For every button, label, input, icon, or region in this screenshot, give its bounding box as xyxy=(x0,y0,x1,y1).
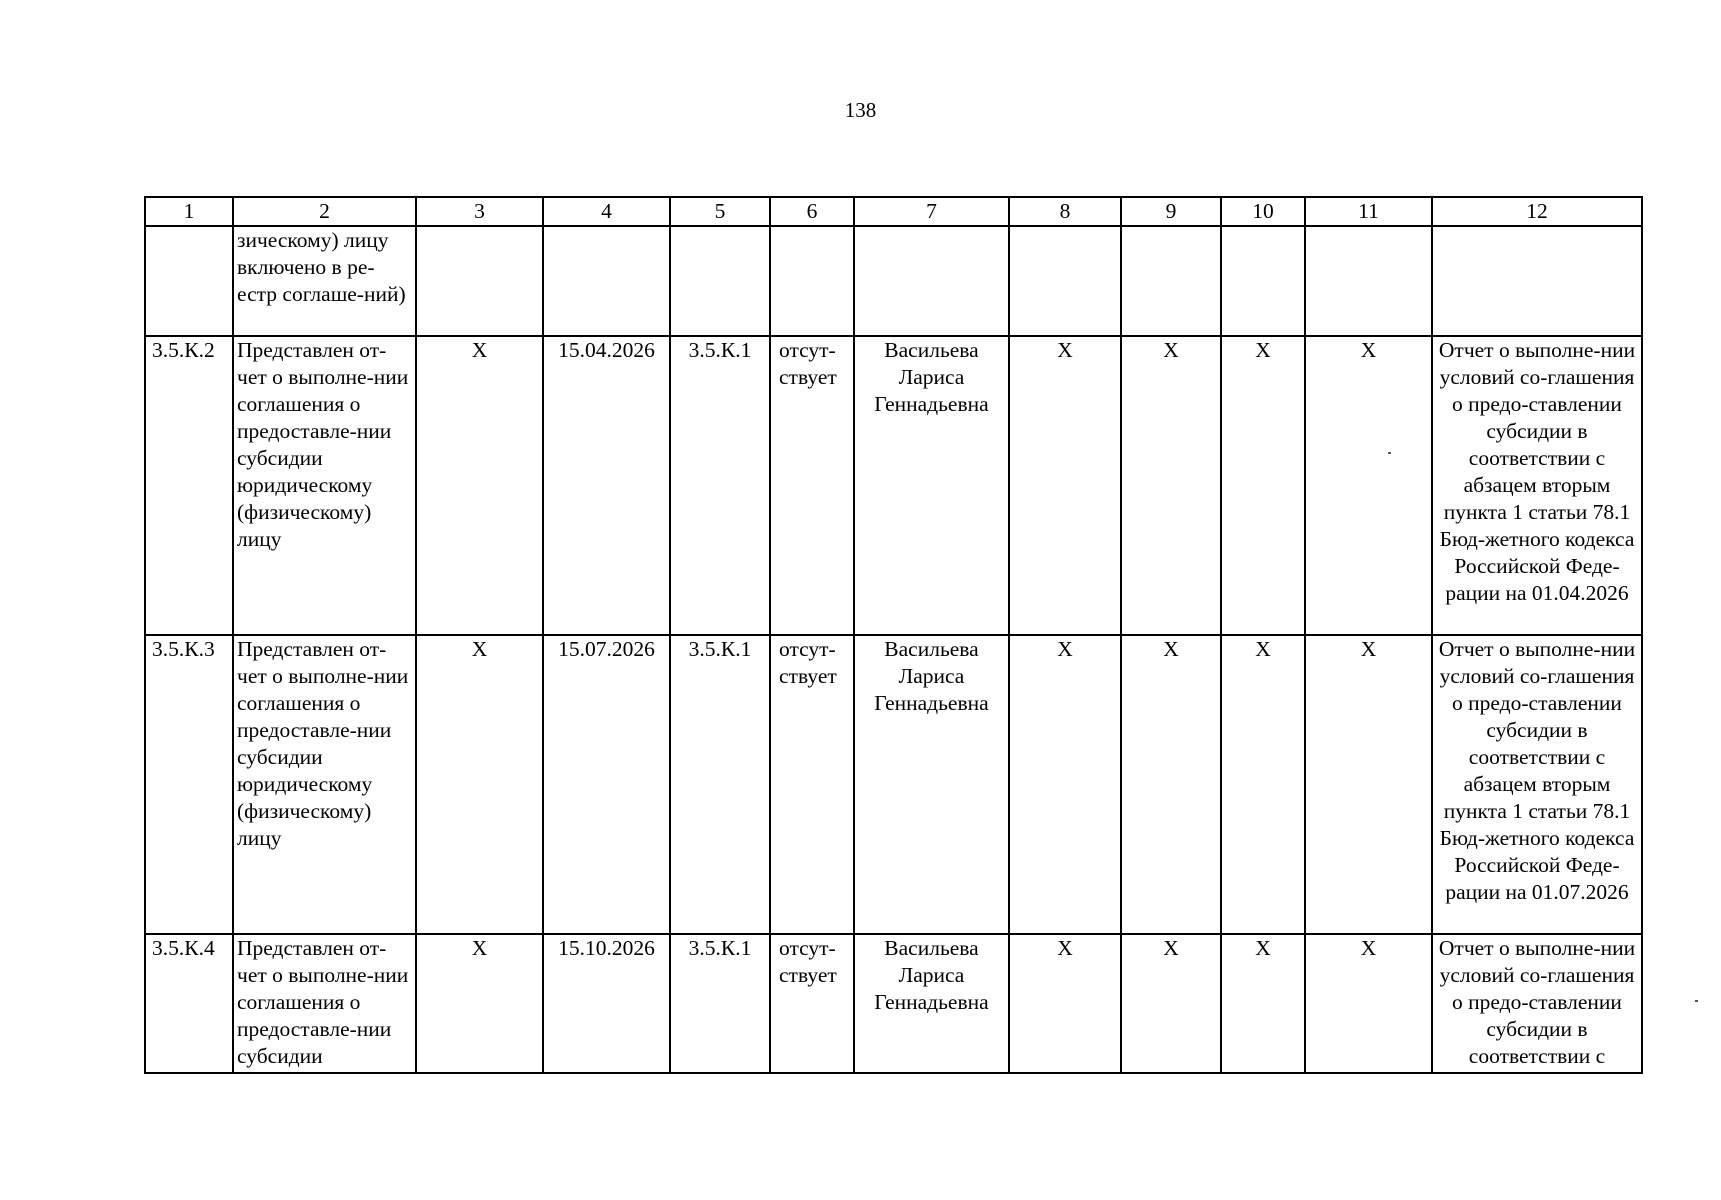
table-row-continued xyxy=(145,226,1642,336)
cell-responsible xyxy=(854,226,1009,336)
scan-speck xyxy=(1695,1000,1698,1002)
header-cell-10: 10 xyxy=(1221,197,1305,226)
cell-code: 3.5.К.2 xyxy=(145,336,233,635)
cell-col3: X xyxy=(416,635,543,934)
cell-date: 15.10.2026 xyxy=(543,934,670,1073)
cell-col11: X xyxy=(1305,934,1432,1073)
header-cell-1: 1 xyxy=(145,197,233,226)
header-cell-4: 4 xyxy=(543,197,670,226)
cell-description: Представлен от-чет о выполне-нии соглашения о предоставле-нии субсидии юридическому (физическому) лицу xyxy=(233,336,416,635)
cell-col10: X xyxy=(1221,635,1305,934)
cell-col11: X xyxy=(1305,336,1432,635)
cell-col9 xyxy=(1121,226,1221,336)
header-cell-2: 2 xyxy=(233,197,416,226)
cell-col3: X xyxy=(416,934,543,1073)
cell-col8: X xyxy=(1009,635,1121,934)
cell-col6: отсут-ствует xyxy=(770,635,854,934)
cell-col9: X xyxy=(1121,336,1221,635)
cell-col10: X xyxy=(1221,934,1305,1073)
cell-col6: отсут-ствует xyxy=(770,336,854,635)
cell-description: зическому) лицу включено в ре-естр соглаше-ний) xyxy=(233,226,416,336)
cell-predecessor: 3.5.К.1 xyxy=(670,934,770,1073)
cell-document: Отчет о выполне-нии условий со-глашения о предо-ставлении субсидии в соответствии с абзацем вторым пункта 1 статьи 78.1 Бюд-жетного кодекса Российской Феде-рации на 01.04.2026 xyxy=(1432,336,1642,635)
cell-col8: X xyxy=(1009,336,1121,635)
header-cell-3: 3 xyxy=(416,197,543,226)
page-number: 138 xyxy=(844,98,877,122)
header-cell-9: 9 xyxy=(1121,197,1221,226)
cell-col9: X xyxy=(1121,934,1221,1073)
cell-col8 xyxy=(1009,226,1121,336)
cell-col10 xyxy=(1221,226,1305,336)
cell-col6: отсут-ствует xyxy=(770,934,854,1073)
cell-date xyxy=(543,226,670,336)
plan-table xyxy=(144,196,1643,1074)
cell-col3 xyxy=(416,226,543,336)
cell-code xyxy=(145,226,233,336)
cell-responsible: Васильева Лариса Геннадьевна xyxy=(854,934,1009,1073)
cell-description: Представлен от-чет о выполне-нии соглашения о предоставле-нии субсидии xyxy=(233,934,416,1073)
cell-col9: X xyxy=(1121,635,1221,934)
header-cell-8: 8 xyxy=(1009,197,1121,226)
cell-col3: X xyxy=(416,336,543,635)
cell-col10: X xyxy=(1221,336,1305,635)
cell-responsible: Васильева Лариса Геннадьевна xyxy=(854,635,1009,934)
table-row-3-5-k-2 xyxy=(145,336,1642,635)
cell-document: Отчет о выполне-нии условий со-глашения о предо-ставлении субсидии в соответствии с xyxy=(1432,934,1642,1073)
header-cell-5: 5 xyxy=(670,197,770,226)
cell-predecessor: 3.5.К.1 xyxy=(670,635,770,934)
scan-speck xyxy=(1388,452,1391,454)
cell-col6 xyxy=(770,226,854,336)
cell-responsible: Васильева Лариса Геннадьевна xyxy=(854,336,1009,635)
header-cell-6: 6 xyxy=(770,197,854,226)
cell-document: Отчет о выполне-нии условий со-глашения о предо-ставлении субсидии в соответствии с абзацем вторым пункта 1 статьи 78.1 Бюд-жетного кодекса Российской Феде-рации на 01.07.2026 xyxy=(1432,635,1642,934)
header-cell-7: 7 xyxy=(854,197,1009,226)
table-row-3-5-k-4 xyxy=(145,934,1642,1073)
header-cell-11: 11 xyxy=(1305,197,1432,226)
cell-document xyxy=(1432,226,1642,336)
cell-description: Представлен от-чет о выполне-нии соглашения о предоставле-нии субсидии юридическому (физическому) лицу xyxy=(233,635,416,934)
cell-col11: X xyxy=(1305,635,1432,934)
cell-code: 3.5.К.4 xyxy=(145,934,233,1073)
cell-date: 15.07.2026 xyxy=(543,635,670,934)
cell-date: 15.04.2026 xyxy=(543,336,670,635)
cell-col11 xyxy=(1305,226,1432,336)
header-cell-12: 12 xyxy=(1432,197,1642,226)
cell-predecessor: 3.5.К.1 xyxy=(670,336,770,635)
table-row-3-5-k-3 xyxy=(145,635,1642,934)
header-row xyxy=(145,197,1642,226)
cell-col8: X xyxy=(1009,934,1121,1073)
cell-predecessor xyxy=(670,226,770,336)
cell-code: 3.5.К.3 xyxy=(145,635,233,934)
